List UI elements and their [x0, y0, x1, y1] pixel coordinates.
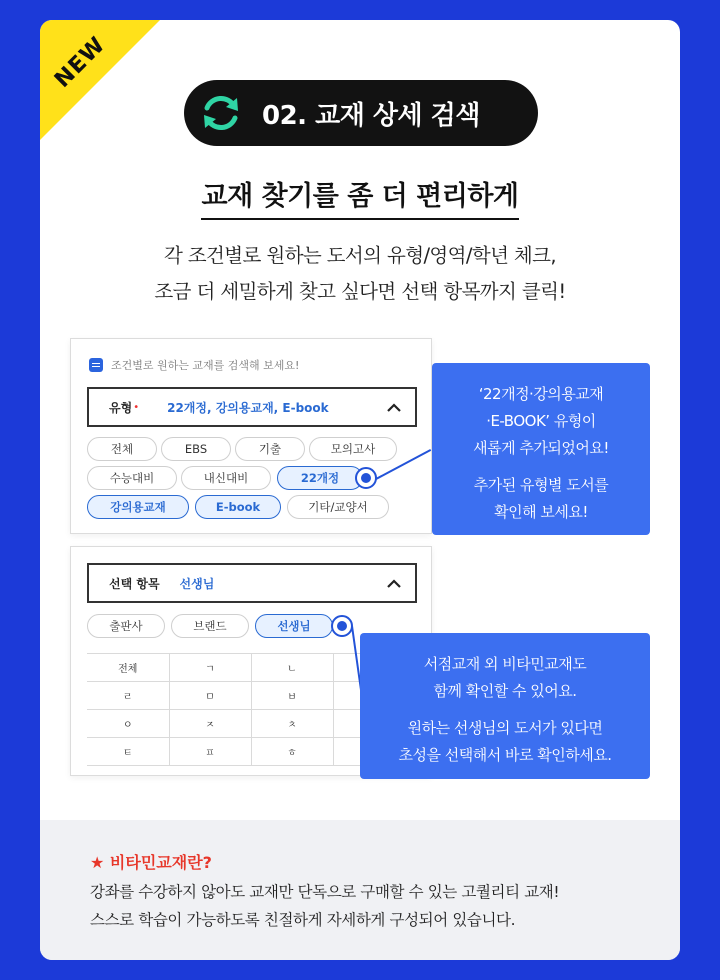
description: 각 조건별로 원하는 도서의 유형/영역/학년 체크, 조금 더 세밀하게 찾고 싶다면 선택 항목까지 클릭! — [154, 244, 566, 303]
chip-ebook[interactable]: E-book — [195, 495, 281, 519]
info-footer — [40, 820, 680, 960]
callout-teacher-search: 서점교재 외 비타민교재도 함께 확인할 수 있어요. 원하는 선생님의 도서가 있다면 초성을 선택해서 바로 확인하세요. — [360, 633, 650, 779]
section-title-pill — [184, 80, 538, 146]
chip-csat[interactable]: 수능대비 — [87, 466, 177, 490]
refresh-icon — [196, 88, 246, 138]
chip-etc[interactable]: 기타/교양서 — [287, 495, 389, 519]
document-icon — [89, 358, 103, 372]
consonant-cell[interactable]: ㄹ — [87, 682, 169, 710]
consonant-cell[interactable]: ㄴ — [251, 654, 333, 682]
chip-all[interactable]: 전체 — [87, 437, 157, 461]
section-title: 02. 교재 상세 검색 — [262, 100, 480, 131]
consonant-cell[interactable]: ㄱ — [169, 654, 251, 682]
consonant-cell[interactable]: ㅂ — [251, 682, 333, 710]
highlight-marker — [331, 615, 353, 637]
chip-brand[interactable]: 브랜드 — [171, 614, 249, 638]
consonant-cell[interactable]: ㅈ — [169, 710, 251, 738]
selection-select[interactable]: 선택 항목 선생님 — [87, 563, 417, 603]
consonant-cell[interactable]: ㅊ — [251, 710, 333, 738]
chip-publisher[interactable]: 출판사 — [87, 614, 165, 638]
footer-line: 강좌를 수강하지 않아도 교재만 단독으로 구매할 수 있는 고퀄리티 교재! — [90, 883, 560, 901]
chip-22-revision[interactable]: 22개정 — [277, 466, 363, 490]
headline: 교재 찾기를 좀 더 편리하게 — [40, 174, 680, 213]
chip-teacher[interactable]: 선생님 — [255, 614, 333, 638]
feature-card — [40, 20, 680, 960]
consonant-cell[interactable]: ㅁ — [169, 682, 251, 710]
consonant-cell[interactable]: ㅎ — [251, 738, 333, 766]
chip-lecture-book[interactable]: 강의용교재 — [87, 495, 189, 519]
chip-past-exam[interactable]: 기출 — [235, 437, 305, 461]
new-badge-label: NEW — [50, 32, 111, 93]
consonant-cell[interactable]: ㅍ — [169, 738, 251, 766]
type-select[interactable]: 유형 • 22개정, 강의용교재, E-book — [87, 387, 417, 427]
type-filter-panel — [70, 338, 432, 534]
new-ribbon — [40, 20, 160, 140]
consonant-cell[interactable]: 전체 — [87, 654, 169, 682]
highlight-marker — [355, 467, 377, 489]
chip-ebs[interactable]: EBS — [161, 437, 231, 461]
consonant-cell[interactable]: ㅌ — [87, 738, 169, 766]
footer-title: ★ 비타민교재란? — [90, 853, 212, 872]
search-hint: 조건별로 원하는 교재를 검색해 보세요! — [89, 357, 299, 373]
callout-new-types: ‘22개정·강의용교재 ·E-BOOK’ 유형이 새롭게 추가되었어요! 추가된 유형별 도서를 확인해 보세요! — [432, 363, 650, 535]
chevron-up-icon[interactable] — [385, 399, 403, 417]
footer-line: 스스로 학습이 가능하도록 친절하게 자세하게 구성되어 있습니다. — [90, 911, 516, 929]
chip-mock-exam[interactable]: 모의고사 — [309, 437, 397, 461]
chip-school-exam[interactable]: 내신대비 — [181, 466, 271, 490]
consonant-cell[interactable]: ㅇ — [87, 710, 169, 738]
chevron-up-icon[interactable] — [385, 575, 403, 593]
